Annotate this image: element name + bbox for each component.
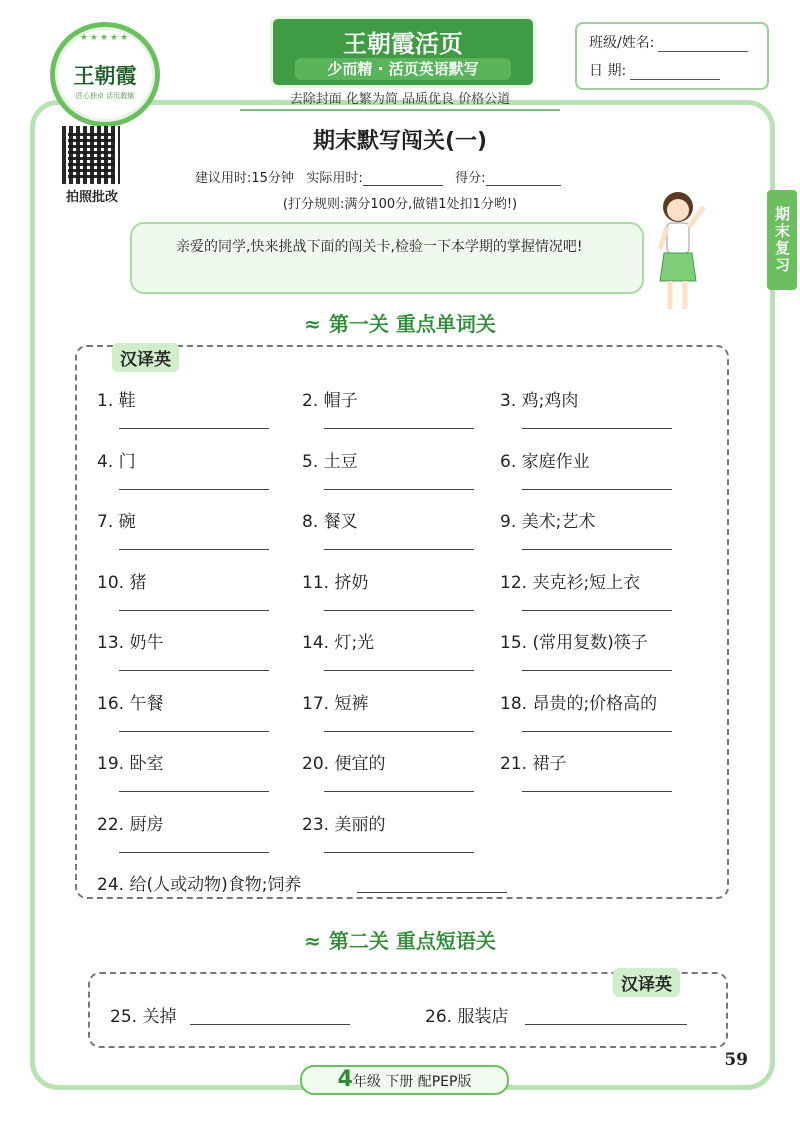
answer-blank-16[interactable] — [119, 731, 269, 732]
side-tab: 期末复习 — [767, 190, 797, 290]
question-15: 15. (常用复数)筷子 — [500, 633, 648, 653]
bubble-text: 亲爱的同学,快来挑战下面的闯关卡,检验一下本学期的掌握情况吧! — [176, 239, 583, 255]
grade-number: 4 — [337, 1067, 353, 1092]
question-4: 4. 门 — [97, 451, 136, 472]
score-label: 得分: — [455, 171, 486, 186]
wave-icon: ≈ — [304, 929, 321, 953]
brand-title: 王朝霞活页 — [343, 29, 463, 58]
date-blank[interactable] — [630, 65, 720, 80]
question-14: 14. 灯;光 — [302, 633, 375, 653]
answer-blank-8[interactable] — [324, 549, 474, 550]
logo-text: 王朝霞 — [73, 63, 137, 88]
question-22: 22. 厨房 — [97, 814, 164, 835]
section2-title: ≈ 第二关 重点短语关 — [304, 929, 496, 953]
question-3: 3. 鸡;鸡肉 — [500, 391, 579, 411]
question-26: 26. 服装店 — [425, 1007, 509, 1027]
question-8: 8. 餐叉 — [302, 512, 358, 532]
answer-blank-12[interactable] — [522, 610, 672, 611]
page-title: 期末默写闯关(一) — [312, 129, 488, 154]
answer-blank-24[interactable] — [357, 892, 507, 893]
logo-stars: ★★★★★ — [79, 33, 131, 43]
brand-logo — [50, 22, 160, 127]
answer-blank-3[interactable] — [522, 428, 672, 429]
answer-blank-15[interactable] — [522, 670, 672, 671]
question-17: 17. 短裤 — [302, 693, 369, 714]
answer-blank-14[interactable] — [324, 670, 474, 671]
answer-blank-13[interactable] — [119, 670, 269, 671]
question-12: 12. 夹克衫;短上衣 — [500, 572, 641, 593]
score-blank[interactable] — [486, 172, 561, 186]
brand-banner — [270, 16, 536, 88]
date-label: 日 期: — [589, 63, 627, 79]
question-9: 9. 美术;艺术 — [500, 512, 596, 532]
answer-blank-6[interactable] — [522, 489, 672, 490]
answer-blank-5[interactable] — [324, 489, 474, 490]
question-24: 24. 给(人或动物)食物;饲养 — [97, 875, 302, 895]
question-2: 2. 帽子 — [302, 391, 358, 411]
page-number: 59 — [724, 1050, 748, 1070]
grade-badge — [300, 1065, 509, 1095]
student-info-box — [575, 22, 769, 90]
answer-blank-18[interactable] — [522, 731, 672, 732]
question-19: 19. 卧室 — [97, 754, 164, 774]
question-23: 23. 美丽的 — [302, 814, 386, 835]
question-5: 5. 土豆 — [302, 451, 358, 472]
answer-blank-10[interactable] — [119, 610, 269, 611]
class-name-label: 班级/姓名: — [589, 35, 655, 51]
class-name-blank[interactable] — [658, 37, 748, 52]
section1-tag: 汉译英 — [112, 343, 179, 372]
answer-blank-23[interactable] — [324, 852, 474, 853]
answer-blank-19[interactable] — [119, 791, 269, 792]
speech-bubble — [130, 222, 644, 294]
answer-blank-17[interactable] — [324, 731, 474, 732]
question-21: 21. 裙子 — [500, 754, 567, 774]
answer-blank-9[interactable] — [522, 549, 672, 550]
answer-blank-26[interactable] — [525, 1024, 687, 1025]
wave-icon: ≈ — [304, 312, 321, 336]
question-10: 10. 猪 — [97, 572, 147, 593]
question-6: 6. 家庭作业 — [500, 451, 590, 472]
time-score-row — [195, 167, 561, 186]
slogan: 去除封面 化繁为简 品质优良 价格公道 — [240, 88, 560, 111]
answer-blank-1[interactable] — [119, 428, 269, 429]
logo-subtitle: 匠心独卓 活页教辅 — [75, 92, 135, 100]
question-1: 1. 鞋 — [97, 391, 136, 411]
question-11: 11. 挤奶 — [302, 572, 369, 593]
grade-text: 年级 下册 配PEP版 — [352, 1074, 472, 1090]
brand-subtitle: 少而精 · 活页英语默写 — [295, 58, 511, 80]
question-20: 20. 便宜的 — [302, 754, 386, 774]
date-row — [589, 60, 720, 80]
question-25: 25. 关掉 — [110, 1007, 177, 1027]
answer-blank-20[interactable] — [324, 791, 474, 792]
section2-tag: 汉译英 — [613, 968, 680, 997]
answer-blank-25[interactable] — [190, 1024, 350, 1025]
class-name-row — [589, 32, 748, 52]
qr-label: 拍照批改 — [65, 190, 118, 205]
suggested-time: 建议用时:15分钟 — [195, 171, 294, 186]
section1-title: ≈ 第一关 重点单词关 — [304, 312, 496, 336]
actual-time-blank[interactable] — [363, 172, 443, 186]
answer-blank-4[interactable] — [119, 489, 269, 490]
question-16: 16. 午餐 — [97, 693, 164, 714]
question-7: 7. 碗 — [97, 512, 136, 532]
answer-blank-7[interactable] — [119, 549, 269, 550]
answer-blank-21[interactable] — [522, 791, 672, 792]
girl-illustration-icon — [640, 185, 720, 315]
question-18: 18. 昂贵的;价格高的 — [500, 693, 658, 714]
actual-time-label: 实际用时: — [306, 171, 363, 186]
scoring-rule: (打分规则:满分100分,做错1处扣1分哟!) — [282, 197, 518, 212]
question-13: 13. 奶牛 — [97, 633, 164, 653]
answer-blank-11[interactable] — [324, 610, 474, 611]
answer-blank-22[interactable] — [119, 852, 269, 853]
answer-blank-2[interactable] — [324, 428, 474, 429]
